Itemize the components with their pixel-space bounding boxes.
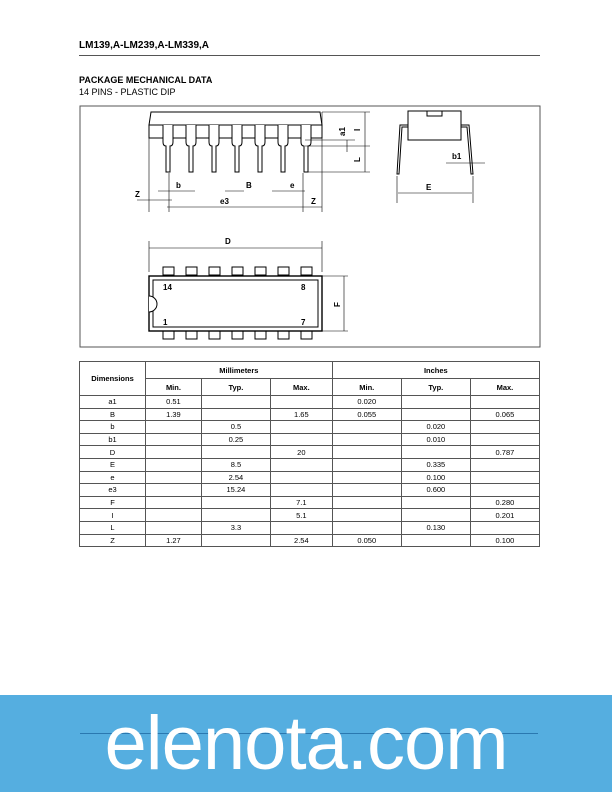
pin-pad (163, 267, 174, 275)
pin-pad (186, 267, 197, 275)
value-cell (470, 433, 539, 446)
value-cell: 8.5 (201, 458, 270, 471)
value-cell (146, 521, 202, 534)
value-cell (332, 433, 401, 446)
dimension-name-cell: D (80, 446, 146, 459)
dimension-name-cell: e (80, 471, 146, 484)
label-a1: a1 (338, 127, 347, 136)
pin-14-label: 14 (163, 283, 172, 292)
pin-pad (255, 267, 266, 275)
pin-pad (255, 331, 266, 339)
dimension-name-cell: a1 (80, 396, 146, 409)
millimeters-header: Millimeters (146, 362, 333, 379)
value-cell (401, 534, 470, 547)
value-cell: 2.54 (201, 471, 270, 484)
value-cell (201, 396, 270, 409)
pin-pad (209, 267, 220, 275)
label-b: b (176, 181, 181, 190)
value-cell: 0.010 (401, 433, 470, 446)
column-header: Min. (146, 379, 202, 396)
value-cell: 1.39 (146, 408, 202, 421)
pin-lead (255, 125, 265, 172)
value-cell: 1.65 (270, 408, 332, 421)
value-cell: 5.1 (270, 509, 332, 522)
label-B: B (246, 181, 252, 190)
value-cell (270, 433, 332, 446)
table-row (80, 496, 540, 509)
value-cell: 0.5 (201, 421, 270, 434)
table-row (80, 458, 540, 471)
label-I: I (353, 128, 362, 131)
value-cell (270, 421, 332, 434)
column-header: Max. (270, 379, 332, 396)
dimension-name-cell: L (80, 521, 146, 534)
label-e: e (290, 181, 295, 190)
value-cell (270, 471, 332, 484)
column-header: Max. (470, 379, 539, 396)
value-cell (146, 471, 202, 484)
pin-7-label: 7 (301, 318, 306, 327)
value-cell (146, 458, 202, 471)
value-cell (270, 484, 332, 497)
value-cell: 0.280 (470, 496, 539, 509)
pin-lead (163, 125, 173, 172)
table-row (80, 433, 540, 446)
value-cell (146, 433, 202, 446)
value-cell: 0.100 (401, 471, 470, 484)
dimensions-table (79, 361, 540, 547)
pin-lead (209, 125, 219, 172)
label-F: F (333, 302, 342, 307)
dimensions-header: Dimensions (80, 362, 146, 396)
label-D: D (225, 237, 231, 246)
pin-pad (278, 331, 289, 339)
value-cell (146, 496, 202, 509)
value-cell: 0.335 (401, 458, 470, 471)
value-cell (401, 496, 470, 509)
dimension-name-cell: I (80, 509, 146, 522)
pin-lead (278, 125, 288, 172)
pin-pad (186, 331, 197, 339)
watermark-brand: elenota.com (104, 701, 508, 786)
value-cell (470, 484, 539, 497)
value-cell: 0.020 (332, 396, 401, 409)
value-cell (146, 509, 202, 522)
pin-lead (186, 125, 196, 172)
table-row (80, 534, 540, 547)
value-cell (401, 509, 470, 522)
label-e3: e3 (220, 197, 229, 206)
pin-pad (163, 331, 174, 339)
value-cell: 7.1 (270, 496, 332, 509)
label-b1: b1 (452, 152, 462, 161)
table-row (80, 446, 540, 459)
value-cell (401, 408, 470, 421)
value-cell: 15.24 (201, 484, 270, 497)
value-cell (332, 521, 401, 534)
dimension-name-cell: Z (80, 534, 146, 547)
value-cell (201, 408, 270, 421)
pin-pad (278, 267, 289, 275)
top-view (149, 237, 348, 339)
value-cell: 0.055 (332, 408, 401, 421)
value-cell (332, 421, 401, 434)
end-view (397, 111, 485, 203)
value-cell (332, 484, 401, 497)
value-cell (401, 446, 470, 459)
value-cell: 3.3 (201, 521, 270, 534)
value-cell: 0.065 (470, 408, 539, 421)
value-cell (470, 421, 539, 434)
pin-pad (232, 331, 243, 339)
dimension-name-cell: B (80, 408, 146, 421)
table-row (80, 421, 540, 434)
document-title: LM139,A-LM239,A-LM339,A (79, 40, 210, 51)
value-cell: 0.050 (332, 534, 401, 547)
table-row (80, 471, 540, 484)
value-cell: 0.201 (470, 509, 539, 522)
column-header: Min. (332, 379, 401, 396)
value-cell: 0.130 (401, 521, 470, 534)
value-cell (201, 509, 270, 522)
value-cell (146, 484, 202, 497)
dimension-name-cell: E (80, 458, 146, 471)
column-header: Typ. (201, 379, 270, 396)
pin-1-label: 1 (163, 318, 168, 327)
value-cell (332, 471, 401, 484)
value-cell: 1.27 (146, 534, 202, 547)
dimension-name-cell: F (80, 496, 146, 509)
value-cell (146, 446, 202, 459)
dimension-name-cell: b (80, 421, 146, 434)
label-z-right: Z (311, 197, 316, 206)
label-z-left: Z (135, 190, 140, 199)
pin-8-label: 8 (301, 283, 306, 292)
value-cell (470, 521, 539, 534)
value-cell (146, 421, 202, 434)
label-E: E (426, 183, 432, 192)
value-cell: 20 (270, 446, 332, 459)
table-row (80, 396, 540, 409)
column-header: Typ. (401, 379, 470, 396)
table-row (80, 408, 540, 421)
value-cell (401, 396, 470, 409)
pin-pad (301, 331, 312, 339)
pin-pad (209, 331, 220, 339)
label-L: L (353, 157, 362, 162)
dimension-name-cell: e3 (80, 484, 146, 497)
value-cell (201, 496, 270, 509)
section-title: PACKAGE MECHANICAL DATA (79, 75, 213, 85)
value-cell (332, 496, 401, 509)
value-cell (332, 446, 401, 459)
value-cell (470, 458, 539, 471)
pin-pad (301, 267, 312, 275)
value-cell: 0.787 (470, 446, 539, 459)
value-cell (270, 521, 332, 534)
value-cell (201, 446, 270, 459)
side-view (135, 112, 370, 212)
inches-header: Inches (332, 362, 539, 379)
value-cell: 0.020 (401, 421, 470, 434)
value-cell: 0.600 (401, 484, 470, 497)
section-subtitle: 14 PINS - PLASTIC DIP (79, 87, 176, 97)
value-cell (470, 471, 539, 484)
value-cell: 0.51 (146, 396, 202, 409)
value-cell (270, 396, 332, 409)
table-row (80, 484, 540, 497)
dimension-name-cell: b1 (80, 433, 146, 446)
value-cell: 0.25 (201, 433, 270, 446)
pin-pad (232, 267, 243, 275)
value-cell: 0.100 (470, 534, 539, 547)
value-cell (270, 458, 332, 471)
pin-lead (232, 125, 242, 172)
value-cell: 2.54 (270, 534, 332, 547)
value-cell (332, 458, 401, 471)
table-row (80, 521, 540, 534)
pin-lead (301, 125, 311, 172)
table-row (80, 509, 540, 522)
footer-watermark-band (0, 695, 612, 792)
value-cell (201, 534, 270, 547)
value-cell (332, 509, 401, 522)
value-cell (470, 396, 539, 409)
